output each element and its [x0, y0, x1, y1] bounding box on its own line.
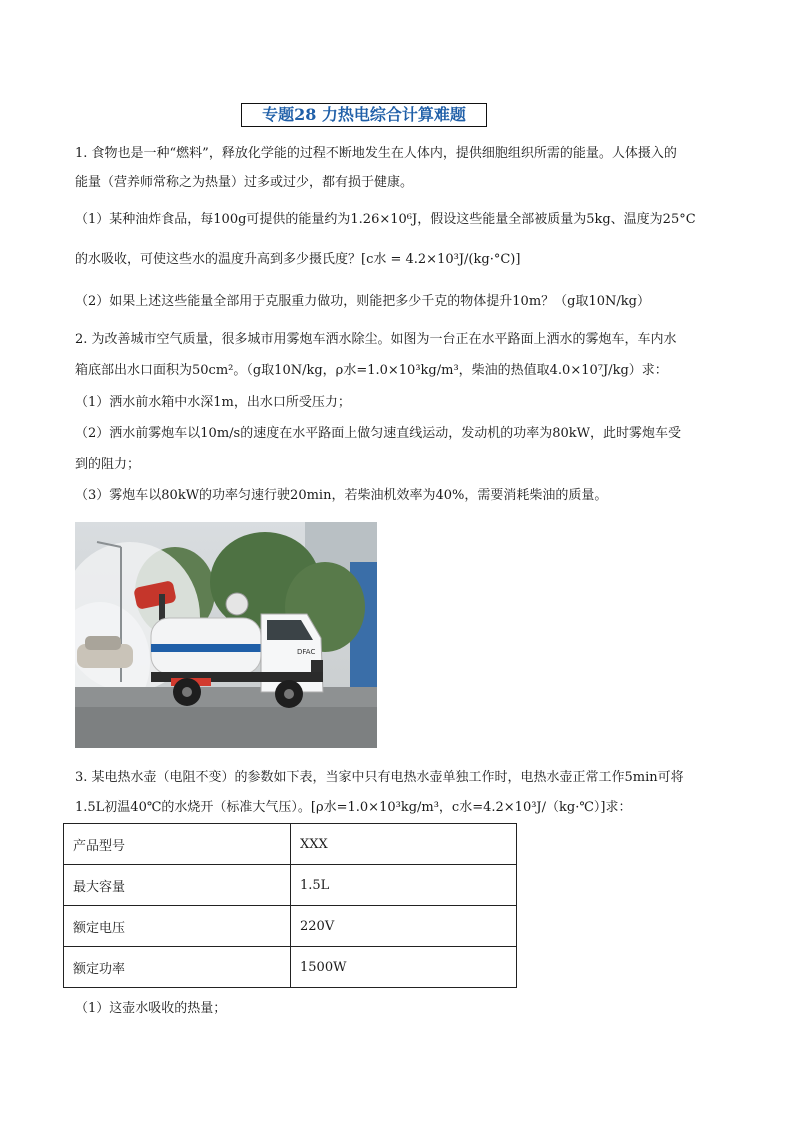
table-row — [64, 824, 517, 865]
q2-line-1: 2. 为改善城市空气质量，很多城市用雾炮车洒水除尘。如图为一台正在水平路面上洒水的雾炮车，车内水 — [75, 332, 677, 347]
q1-line-2: 能量（营养师常称之为热量）过多或过少，都有损于健康。 — [75, 175, 414, 190]
q3-sub-1: （1）这壶水吸收的热量； — [75, 1001, 227, 1016]
spec-value: 220V — [291, 906, 517, 947]
q1-line-4: 的水吸收，可使这些水的温度升高到多少摄氏度？[c水 = 4.2×10³J/(kg·°C)] — [75, 252, 521, 267]
q1-line-3: （1）某种油炸食品，每100g可提供的能量约为1.26×10⁶J，假设这些能量全部被质量为5kg、温度为25°C — [75, 212, 696, 227]
q2-line-3: （1）洒水前水箱中水深1m，出水口所受压力； — [75, 395, 351, 410]
q2-line-5: 到的阻力； — [75, 457, 141, 472]
q2-line-2: 箱底部出水口面积为50cm²。（g取10N/kg，ρ水=1.0×10³kg/m³，柴油的热值取4.0×10⁷J/kg）求： — [75, 363, 668, 378]
page-title: 专题28 力热电综合计算难题 — [241, 103, 487, 127]
table-row — [64, 906, 517, 947]
q3-line-2: 1.5L初温40℃的水烧开（标准大气压）。[ρ水=1.0×10³kg/m³，c水=4.2×10³J/（kg·℃）]求： — [75, 800, 632, 815]
q3-line-1: 3. 某电热水壶（电阻不变）的参数如下表，当家中只有电热水壶单独工作时，电热水壶正常工作5min可将 — [75, 770, 684, 785]
spec-value: XXX — [291, 824, 517, 865]
spec-value: 1.5L — [291, 865, 517, 906]
spec-key: 额定功率 — [64, 947, 291, 988]
spec-key: 最大容量 — [64, 865, 291, 906]
table-row — [64, 865, 517, 906]
fog-cannon-truck-photo — [75, 522, 377, 748]
table-row — [64, 947, 517, 988]
q1-line-5: （2）如果上述这些能量全部用于克服重力做功，则能把多少千克的物体提升10m？（g取10N/kg） — [75, 294, 650, 309]
q1-line-1: 1. 食物也是一种“燃料”，释放化学能的过程不断地发生在人体内，提供细胞组织所需的能量。人体摄入的 — [75, 146, 677, 161]
q2-line-4: （2）洒水前雾炮车以10m/s的速度在水平路面上做匀速直线运动，发动机的功率为80kW，此时雾炮车受 — [75, 426, 681, 441]
spec-value: 1500W — [291, 947, 517, 988]
q2-line-6: （3）雾炮车以80kW的功率匀速行驶20min，若柴油机效率为40%，需要消耗柴油的质量。 — [75, 488, 608, 503]
kettle-spec-table — [63, 823, 517, 988]
spec-key: 产品型号 — [64, 824, 291, 865]
truck-brand-text: DFAC — [297, 648, 316, 656]
spec-key: 额定电压 — [64, 906, 291, 947]
